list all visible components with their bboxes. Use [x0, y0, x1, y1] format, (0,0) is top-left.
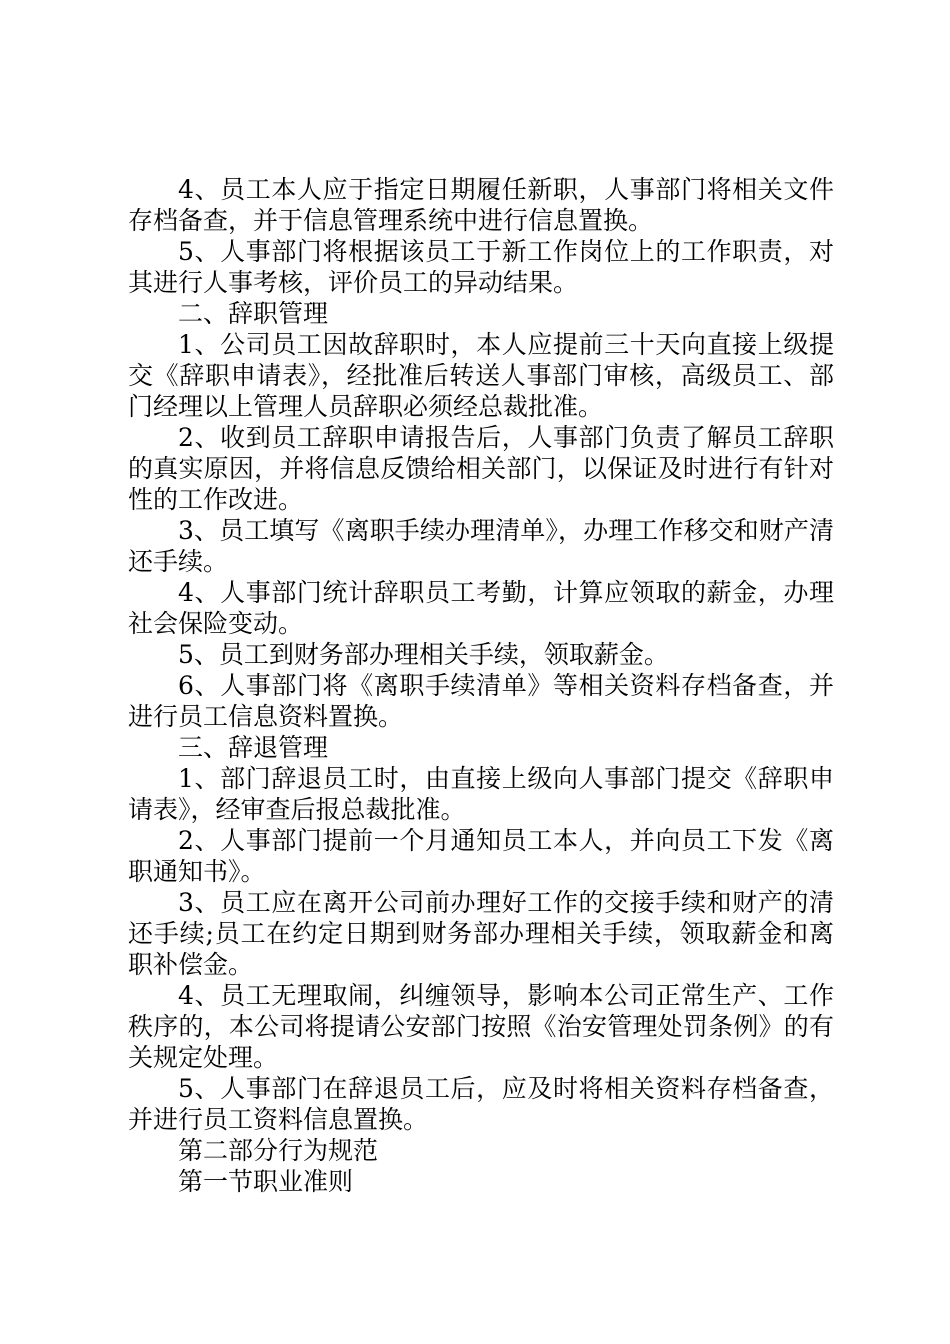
paragraph-resignation-6: 6、人事部门将《离职手续清单》等相关资料存档备查，并进行员工信息资料置换。	[128, 671, 834, 731]
paragraph-resignation-1: 1、公司员工因故辞职时，本人应提前三十天向直接上级提交《辞职申请表》，经批准后转送人事部门审核，高级员工、部门经理以上管理人员辞职必须经总裁批准。	[128, 330, 834, 421]
paragraph-transfer-5: 5、人事部门将根据该员工于新工作岗位上的工作职责，对其进行人事考核，评价员工的异动结果。	[128, 237, 834, 297]
heading-part-two-conduct: 第二部分行为规范	[178, 1136, 379, 1165]
paragraph-resignation-3: 3、员工填写《离职手续办理清单》，办理工作移交和财产清还手续。	[128, 516, 834, 576]
paragraph-resignation-5: 5、员工到财务部办理相关手续，领取薪金。	[178, 640, 669, 669]
heading-resignation-management: 二、辞职管理	[178, 299, 329, 328]
paragraph-dismissal-5: 5、人事部门在辞退员工后，应及时将相关资料存档备查，并进行员工资料信息置换。	[128, 1074, 834, 1134]
paragraph-resignation-2: 2、收到员工辞职申请报告后，人事部门负责了解员工辞职的真实原因，并将信息反馈给相关部门，以保证及时进行有针对性的工作改进。	[128, 423, 834, 514]
paragraph-resignation-4: 4、人事部门统计辞职员工考勤，计算应领取的薪金，办理社会保险变动。	[128, 578, 834, 638]
heading-dismissal-management: 三、辞退管理	[178, 733, 329, 762]
paragraph-dismissal-3: 3、员工应在离开公司前办理好工作的交接手续和财产的清还手续;员工在约定日期到财务部办理相关手续，领取薪金和离职补偿金。	[128, 888, 834, 979]
paragraph-transfer-4: 4、员工本人应于指定日期履任新职，人事部门将相关文件存档备查，并于信息管理系统中进行信息置换。	[128, 175, 834, 235]
paragraph-dismissal-2: 2、人事部门提前一个月通知员工本人，并向员工下发《离职通知书》。	[128, 826, 834, 886]
document-body	[128, 174, 834, 1197]
heading-section-one-principles: 第一节职业准则	[178, 1167, 354, 1196]
paragraph-dismissal-1: 1、部门辞退员工时，由直接上级向人事部门提交《辞职申请表》，经审查后报总裁批准。	[128, 764, 834, 824]
paragraph-dismissal-4: 4、员工无理取闹，纠缠领导，影响本公司正常生产、工作秩序的，本公司将提请公安部门按照《治安管理处罚条例》的有关规定处理。	[128, 981, 834, 1072]
